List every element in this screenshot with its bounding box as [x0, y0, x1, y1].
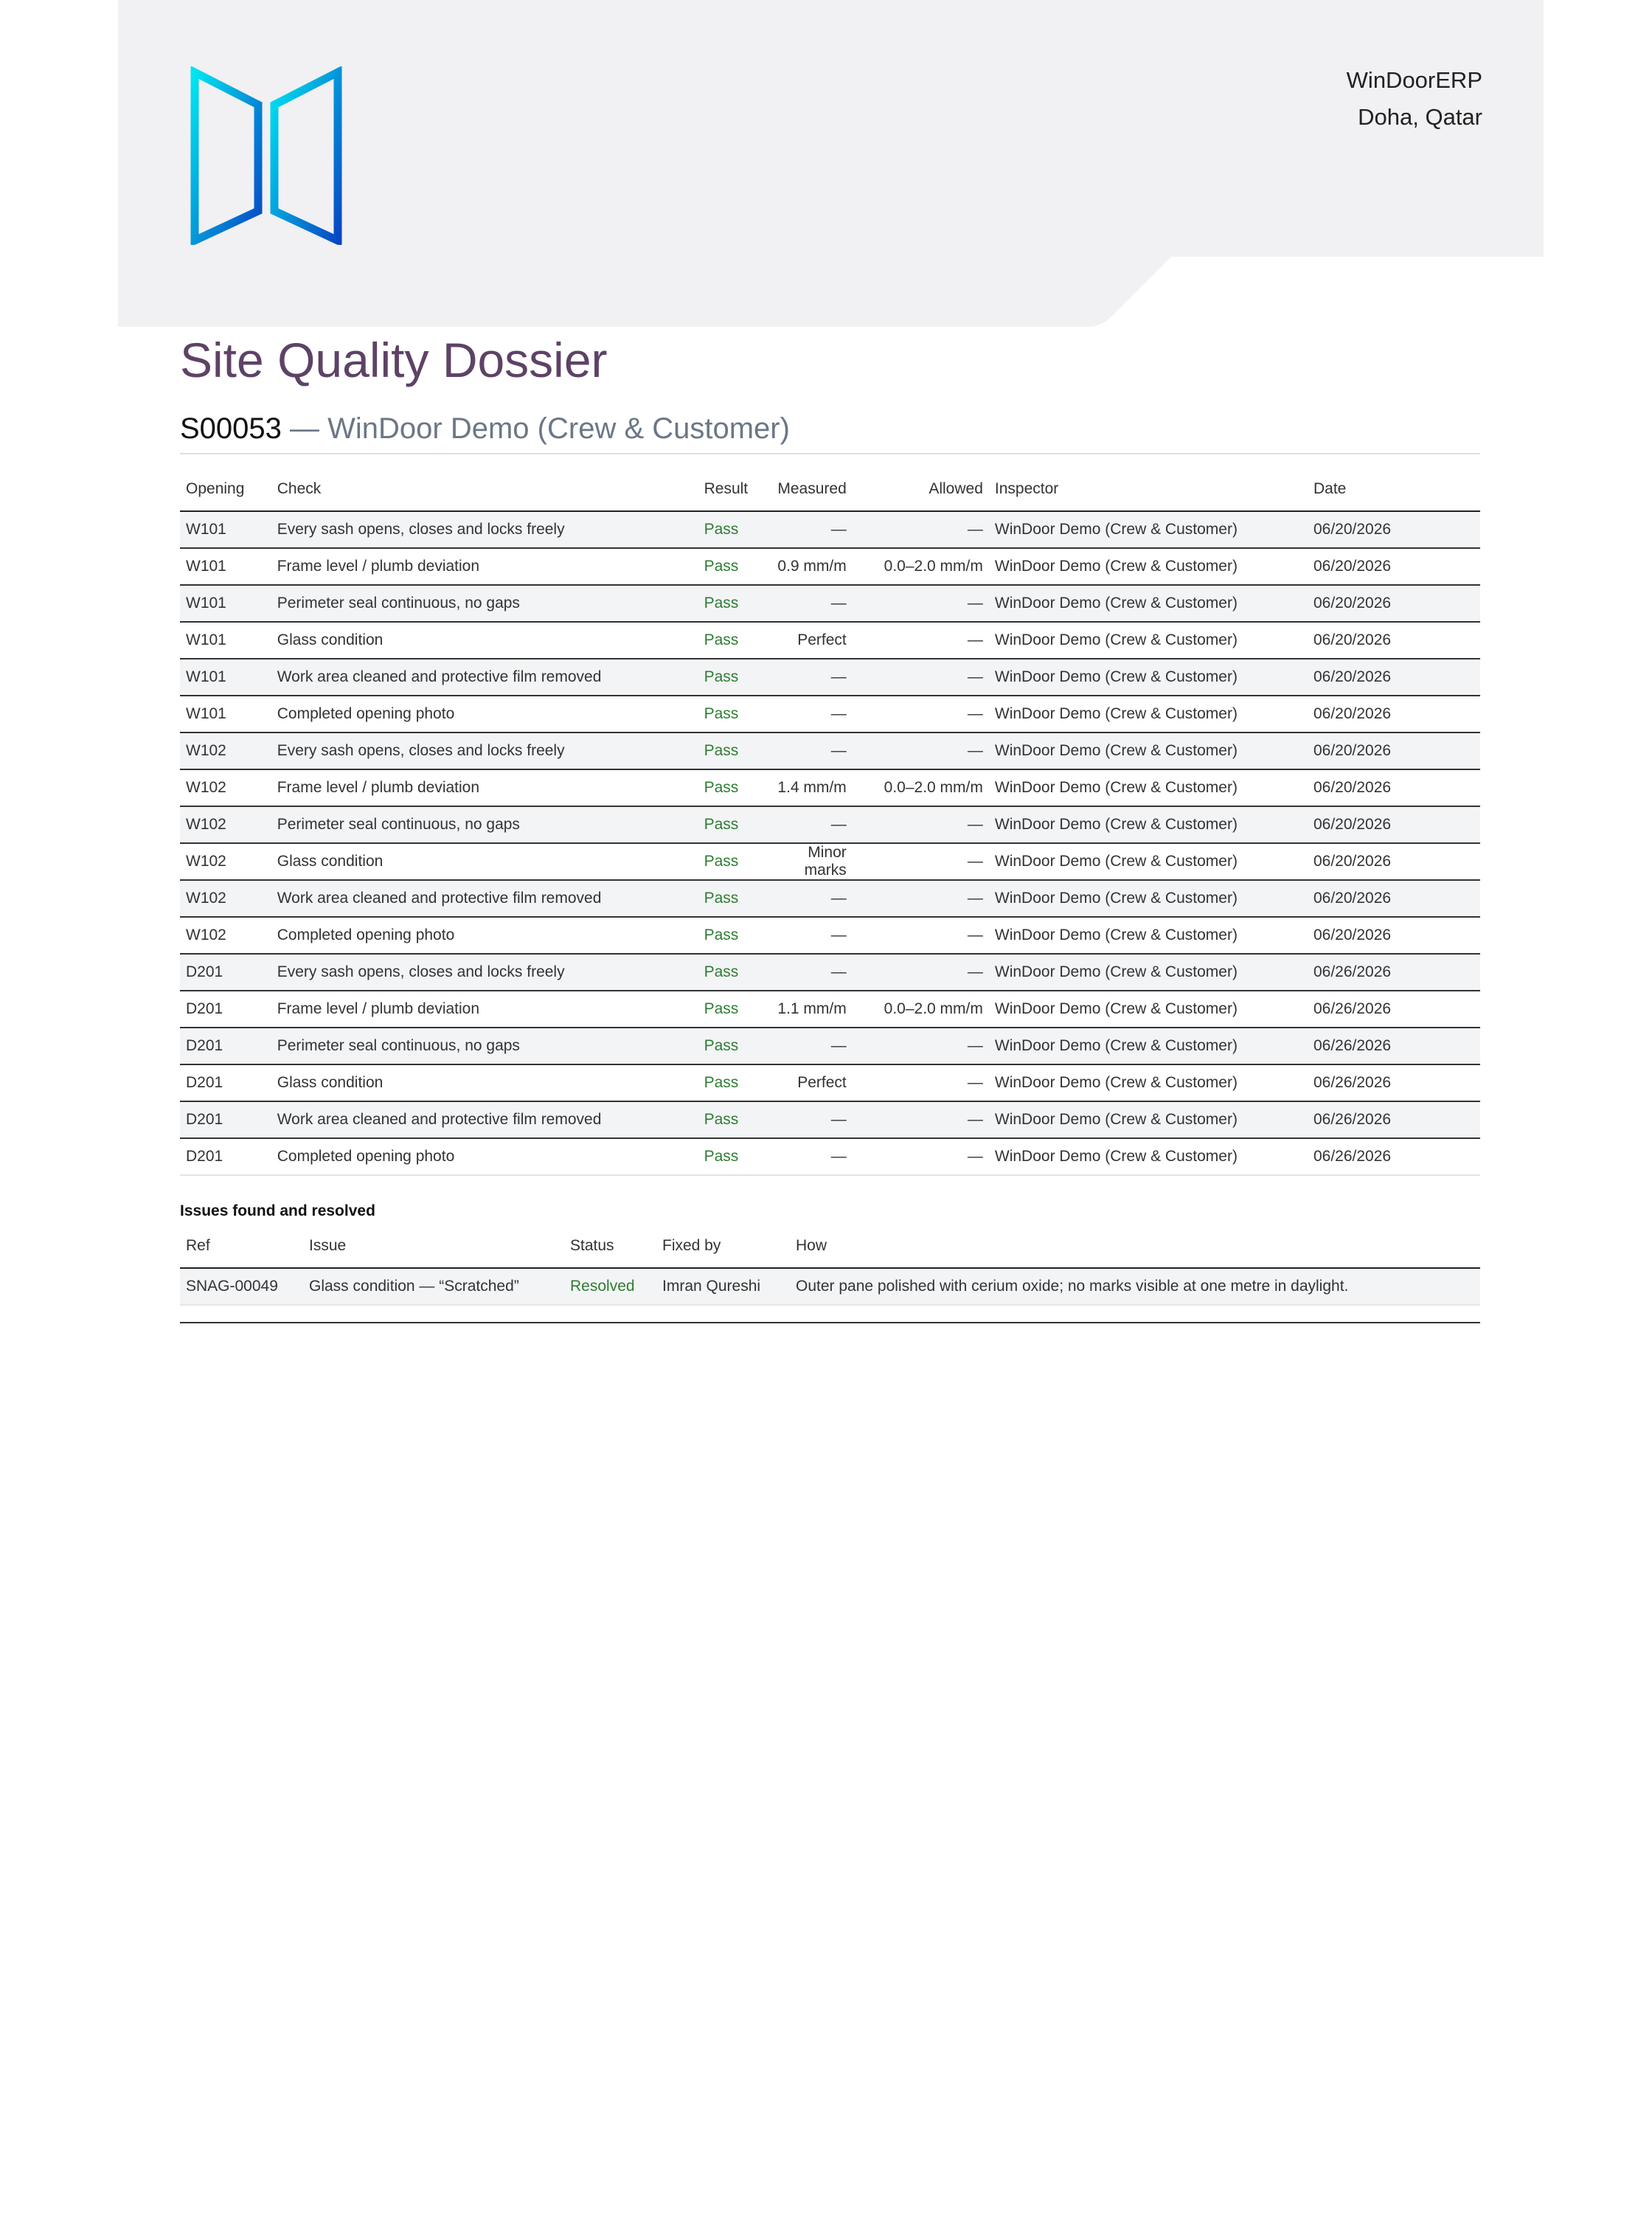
table-row [180, 585, 1480, 622]
cell-date: 06/26/2026 [1313, 1037, 1392, 1054]
cell-check: Every sash opens, closes and locks freely [277, 963, 565, 980]
cell-opening: D201 [186, 1111, 223, 1128]
cell-allowed: — [967, 742, 983, 759]
cell-measured: — [830, 521, 847, 538]
cell-inspector: WinDoor Demo (Crew & Customer) [994, 779, 1238, 796]
cell-allowed: — [967, 595, 983, 612]
cell-date: 06/20/2026 [1313, 668, 1392, 685]
cell-measured: Minor marks [804, 844, 847, 879]
cell-result: Pass [704, 742, 739, 759]
cell-measured: — [830, 963, 847, 980]
cell-allowed: — [967, 963, 983, 980]
cell-allowed: — [967, 1148, 983, 1165]
cell-check: Frame level / plumb deviation [277, 1000, 480, 1017]
table-row [180, 622, 1480, 659]
col-header-check: Check [277, 480, 322, 497]
cell-result: Pass [704, 927, 739, 943]
table-row [180, 733, 1480, 769]
cell-check: Glass condition [277, 853, 384, 870]
cell-date: 06/20/2026 [1313, 631, 1392, 648]
cell-check: Every sash opens, closes and locks freely [277, 742, 565, 759]
table-row [180, 1028, 1480, 1064]
cell-measured: — [830, 668, 847, 685]
col-header-fixed-by: Fixed by [662, 1237, 721, 1254]
cell-allowed: — [967, 631, 983, 648]
cell-inspector: WinDoor Demo (Crew & Customer) [994, 668, 1238, 685]
cell-result: Pass [704, 705, 739, 722]
cell-measured: — [830, 595, 847, 612]
order-id: S00053 [180, 412, 282, 445]
company-name: WinDoorERP [1346, 67, 1482, 93]
cell-inspector: WinDoor Demo (Crew & Customer) [994, 521, 1238, 538]
cell-inspector: WinDoor Demo (Crew & Customer) [994, 742, 1238, 759]
cell-inspector: WinDoor Demo (Crew & Customer) [994, 1148, 1238, 1165]
cell-measured: — [830, 816, 847, 833]
cell-inspector: WinDoor Demo (Crew & Customer) [994, 853, 1238, 870]
table-row [180, 511, 1480, 548]
cell-result: Pass [704, 1111, 739, 1128]
cell-check: Frame level / plumb deviation [277, 558, 480, 575]
cell-allowed: 0.0–2.0 mm/m [884, 1000, 983, 1017]
bottom-divider [180, 1322, 1480, 1323]
cell-allowed: 0.0–2.0 mm/m [884, 779, 983, 796]
cell-check: Glass condition [277, 1074, 384, 1091]
table-row [180, 696, 1480, 733]
cell-date: 06/20/2026 [1313, 742, 1392, 759]
cell-date: 06/20/2026 [1313, 853, 1392, 870]
cell-opening: W101 [186, 558, 226, 575]
cell-inspector: WinDoor Demo (Crew & Customer) [994, 816, 1238, 833]
cell-check: Completed opening photo [277, 705, 455, 722]
table-row [180, 880, 1480, 917]
cell-measured: — [830, 1148, 847, 1165]
order-customer: WinDoor Demo (Crew & Customer) [327, 412, 790, 445]
table-row [180, 1101, 1480, 1138]
cell-date: 06/20/2026 [1313, 595, 1392, 612]
cell-measured: 1.1 mm/m [777, 1000, 847, 1017]
cell-allowed: — [967, 521, 983, 538]
cell-opening: W101 [186, 631, 226, 648]
order-heading [180, 404, 1480, 454]
cell-opening: W102 [186, 927, 226, 943]
cell-inspector: WinDoor Demo (Crew & Customer) [994, 705, 1238, 722]
cell-opening: W101 [186, 668, 226, 685]
cell-inspector: WinDoor Demo (Crew & Customer) [994, 595, 1238, 612]
company-logo [190, 66, 342, 245]
cell-result: Pass [704, 963, 739, 980]
col-header-date: Date [1313, 480, 1347, 497]
cell-opening: D201 [186, 963, 223, 980]
cell-date: 06/20/2026 [1313, 558, 1392, 575]
cell-how: Outer pane polished with cerium oxide; no marks visible at one metre in daylight. [796, 1278, 1349, 1295]
issues-table [180, 1225, 1480, 1306]
cell-issue: Glass condition — “Scratched” [309, 1278, 519, 1295]
cell-measured: — [830, 927, 847, 943]
cell-check: Completed opening photo [277, 1148, 455, 1165]
cell-result: Pass [704, 1074, 739, 1091]
table-row [180, 843, 1480, 880]
cell-date: 06/20/2026 [1313, 890, 1392, 907]
col-header-allowed: Allowed [929, 480, 983, 497]
cell-opening: D201 [186, 1074, 223, 1091]
cell-opening: W102 [186, 779, 226, 796]
table-row [180, 659, 1480, 696]
col-header-measured: Measured [777, 480, 847, 497]
company-location: Doha, Qatar [1358, 104, 1482, 130]
cell-date: 06/20/2026 [1313, 521, 1392, 538]
cell-opening: W101 [186, 521, 226, 538]
company-info [1347, 62, 1482, 136]
cell-fixed-by: Imran Qureshi [662, 1278, 761, 1295]
cell-date: 06/20/2026 [1313, 779, 1392, 796]
cell-date: 06/26/2026 [1313, 1074, 1392, 1091]
cell-allowed: — [967, 1111, 983, 1128]
cell-allowed: — [967, 705, 983, 722]
cell-result: Pass [704, 1148, 739, 1165]
cell-measured: Perfect [797, 1074, 847, 1091]
col-header-ref: Ref [186, 1237, 210, 1254]
table-row [180, 1064, 1480, 1101]
cell-inspector: WinDoor Demo (Crew & Customer) [994, 1074, 1238, 1091]
table-row [180, 1268, 1480, 1305]
cell-result: Pass [704, 853, 739, 870]
quality-checks-table [180, 468, 1480, 1176]
cell-opening: W102 [186, 742, 226, 759]
cell-measured: — [830, 1111, 847, 1128]
cell-allowed: — [967, 1037, 983, 1054]
cell-result: Pass [704, 779, 739, 796]
cell-check: Frame level / plumb deviation [277, 779, 480, 796]
table-header-row [180, 468, 1480, 511]
table-row [180, 991, 1480, 1028]
cell-inspector: WinDoor Demo (Crew & Customer) [994, 890, 1238, 907]
cell-measured: 0.9 mm/m [777, 558, 847, 575]
issues-section-title: Issues found and resolved [180, 1202, 375, 1219]
cell-inspector: WinDoor Demo (Crew & Customer) [994, 1037, 1238, 1054]
cell-allowed: 0.0–2.0 mm/m [884, 558, 983, 575]
cell-opening: W101 [186, 705, 226, 722]
cell-opening: W102 [186, 853, 226, 870]
cell-check: Work area cleaned and protective film removed [277, 890, 602, 907]
cell-result: Pass [704, 816, 739, 833]
cell-opening: W102 [186, 890, 226, 907]
cell-check: Every sash opens, closes and locks freely [277, 521, 565, 538]
cell-check: Completed opening photo [277, 927, 455, 943]
cell-status: Resolved [570, 1278, 635, 1295]
col-header-status: Status [570, 1237, 614, 1254]
col-header-how: How [796, 1237, 827, 1254]
order-separator: — [281, 412, 328, 445]
issues-header-row [180, 1225, 1480, 1268]
cell-allowed: — [967, 668, 983, 685]
cell-date: 06/20/2026 [1313, 927, 1392, 943]
cell-allowed: — [967, 816, 983, 833]
page-title: Site Quality Dossier [180, 333, 608, 387]
cell-result: Pass [704, 521, 739, 538]
cell-measured: — [830, 1037, 847, 1054]
cell-check: Perimeter seal continuous, no gaps [277, 816, 520, 833]
cell-measured: 1.4 mm/m [777, 779, 847, 796]
table-row [180, 806, 1480, 843]
cell-ref: SNAG-00049 [186, 1278, 278, 1295]
table-row [180, 954, 1480, 991]
cell-measured: — [830, 705, 847, 722]
cell-opening: W102 [186, 816, 226, 833]
cell-opening: D201 [186, 1037, 223, 1054]
cell-check: Perimeter seal continuous, no gaps [277, 595, 520, 612]
col-header-result: Result [704, 480, 749, 497]
table-row [180, 769, 1480, 806]
cell-inspector: WinDoor Demo (Crew & Customer) [994, 927, 1238, 943]
cell-check: Perimeter seal continuous, no gaps [277, 1037, 520, 1054]
table-row [180, 548, 1480, 585]
cell-opening: W101 [186, 595, 226, 612]
cell-allowed: — [967, 1074, 983, 1091]
cell-inspector: WinDoor Demo (Crew & Customer) [994, 558, 1238, 575]
cell-opening: D201 [186, 1000, 223, 1017]
cell-date: 06/20/2026 [1313, 816, 1392, 833]
cell-measured: — [830, 742, 847, 759]
cell-measured: Perfect [797, 631, 847, 648]
cell-allowed: — [967, 853, 983, 870]
cell-check: Work area cleaned and protective film removed [277, 1111, 602, 1128]
table-row [180, 917, 1480, 954]
cell-result: Pass [704, 890, 739, 907]
cell-inspector: WinDoor Demo (Crew & Customer) [994, 963, 1238, 980]
cell-result: Pass [704, 631, 739, 648]
cell-inspector: WinDoor Demo (Crew & Customer) [994, 631, 1238, 648]
col-header-opening: Opening [186, 480, 245, 497]
cell-date: 06/26/2026 [1313, 1148, 1392, 1165]
cell-opening: D201 [186, 1148, 223, 1165]
cell-date: 06/20/2026 [1313, 705, 1392, 722]
col-header-issue: Issue [309, 1237, 347, 1254]
cell-result: Pass [704, 1000, 739, 1017]
cell-measured: — [830, 890, 847, 907]
cell-result: Pass [704, 668, 739, 685]
cell-inspector: WinDoor Demo (Crew & Customer) [994, 1000, 1238, 1017]
table-row [180, 1138, 1480, 1175]
cell-result: Pass [704, 1037, 739, 1054]
cell-date: 06/26/2026 [1313, 1000, 1392, 1017]
cell-check: Glass condition [277, 631, 384, 648]
col-header-inspector: Inspector [994, 480, 1059, 497]
cell-inspector: WinDoor Demo (Crew & Customer) [994, 1111, 1238, 1128]
cell-result: Pass [704, 558, 739, 575]
cell-check: Work area cleaned and protective film removed [277, 668, 602, 685]
cell-allowed: — [967, 890, 983, 907]
cell-allowed: — [967, 927, 983, 943]
cell-result: Pass [704, 595, 739, 612]
cell-date: 06/26/2026 [1313, 963, 1392, 980]
cell-date: 06/26/2026 [1313, 1111, 1392, 1128]
